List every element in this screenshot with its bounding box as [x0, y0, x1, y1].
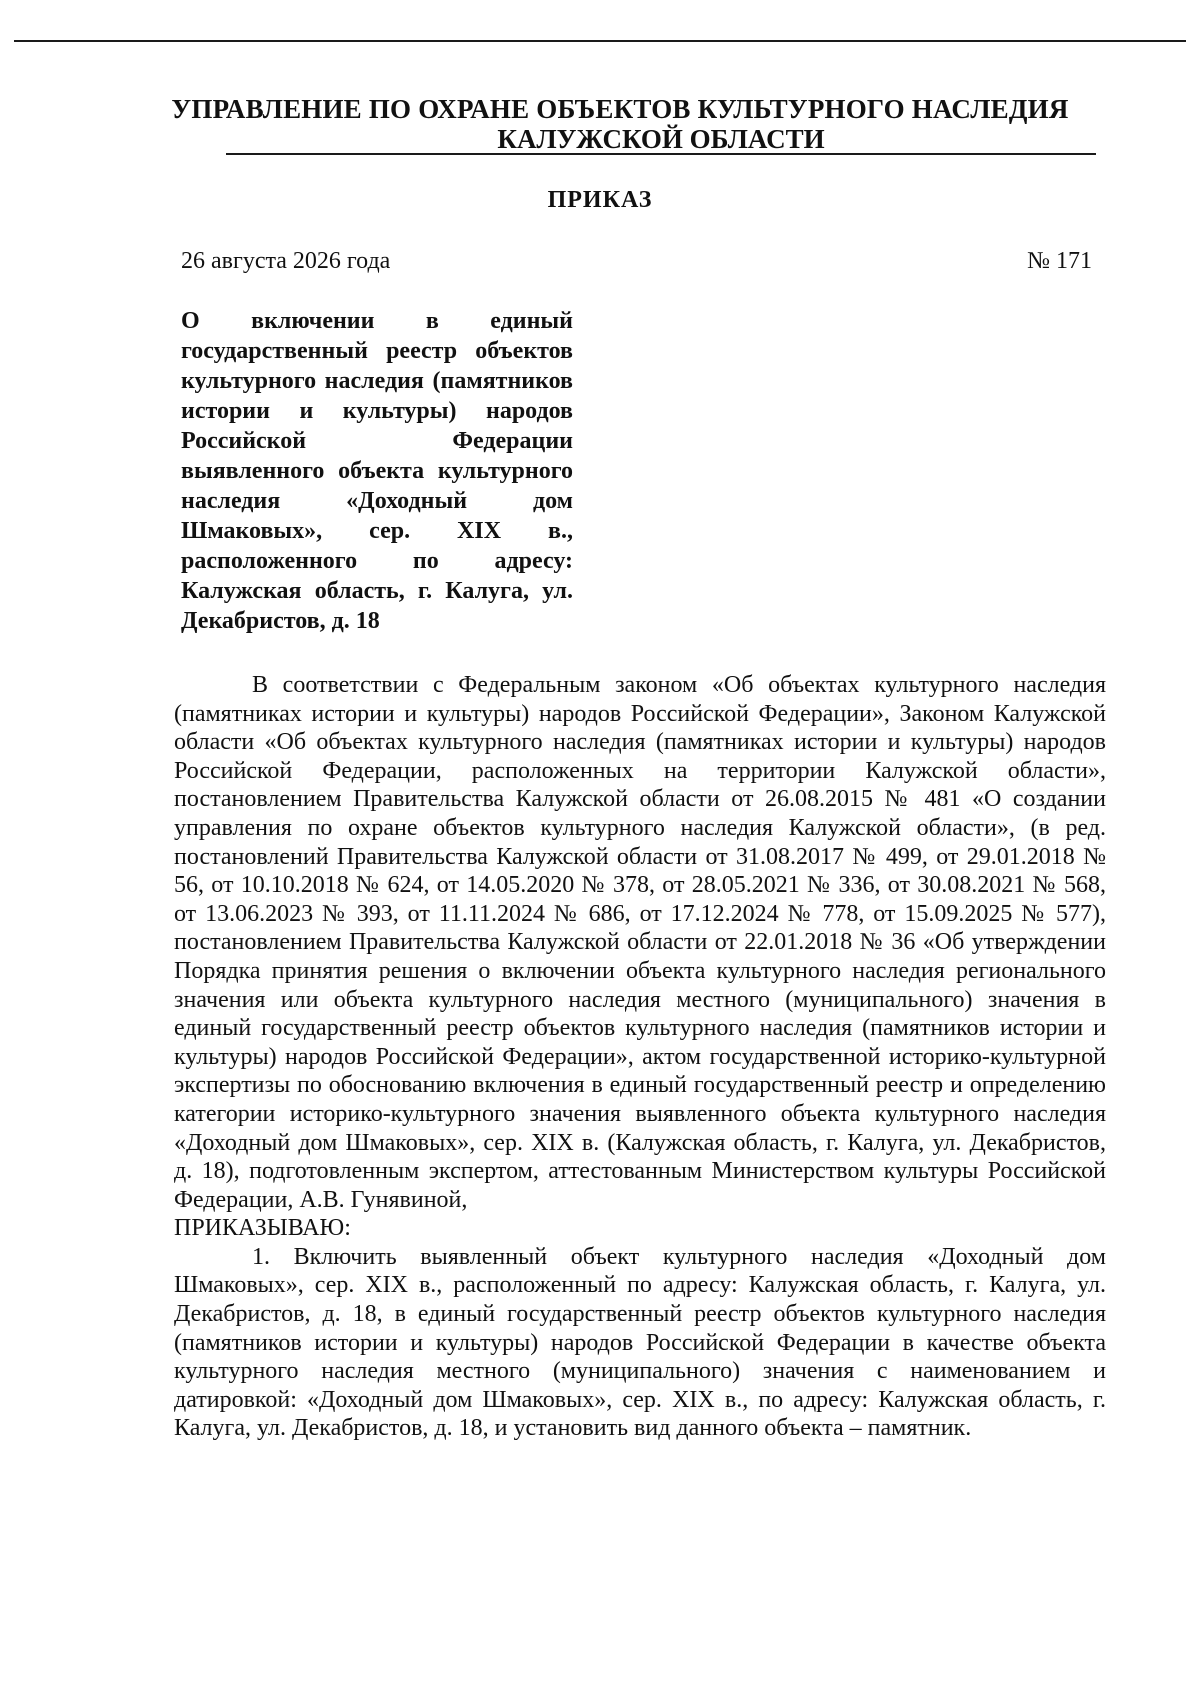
- order-word: ПРИКАЗЫВАЮ:: [174, 1215, 351, 1242]
- preamble-paragraph: [174, 671, 1106, 1243]
- preamble-text: В соответствии с Федеральным законом «Об объектах культурного наследия (памятниках истории и культуры) народов Российской Федерации», Законом Калужской области «Об объектах культурного наследия (памятниках истории и культуры) народов Российской Федерации, расположенных на территории Калужской области», постановлением Правительства Калужской области от 26.08.2015 № 481 «О создании управления по охране объектов культурного наследия Калужской области», (в ред. постановлений Правительства Калужской области от 31.08.2017 № 499, от 29.01.2018 № 56, от 10.10.2018 № 624, от 14.05.2020 № 378, от 28.05.2021 № 336, от 30.08.2021 № 568, от 13.06.2023 № 393, от 11.11.2024 № 686, от 17.12.2024 № 778, от 15.09.2025 № 577), постановлением Правительства Калужской области от 22.01.2018 № 36 «Об утверждении Порядка принятия решения о включении объекта культурного наследия регионального значения или объекта культурного наследия местного (муниципального) значения в единый государственный реестр объектов культурного наследия (памятников истории и культуры) народов Российской Федерации», актом государственной историко-культурной экспертизы по обоснованию включения в единый государственный реестр и определению категории историко-культурного значения выявленного объекта культурного наследия «Доходный дом Шмаковых», сер. XIX в. (Калужская область, г. Калуга, ул. Декабристов, д. 18), подготовленным экспертом, аттестованным Министерством культуры Российской Федерации, А.В. Гунявиной,: [174, 672, 1106, 1213]
- organization-name-line2: КАЛУЖСКОЙ ОБЛАСТИ: [497, 124, 825, 154]
- document-date: 26 августа 2026 года: [181, 248, 391, 274]
- document-body: [174, 671, 1106, 1443]
- organization-name-line1: УПРАВЛЕНИЕ ПО ОХРАНЕ ОБЪЕКТОВ КУЛЬТУРНОГО НАСЛЕДИЯ: [171, 94, 1069, 124]
- order-item-1: 1. Включить выявленный объект культурного наследия «Доходный дом Шмаковых», сер. XIX в., расположенный по адресу: Калужская область, г. Калуга, ул. Декабристов, д. 18, в единый государственный реестр объектов культурного наследия (памятников истории и культуры) народов Российской Федерации в качестве объекта культурного наследия местного (муниципального) значения с наименованием и датировкой: «Доходный дом Шмаковых», сер. XIX в., по адресу: Калужская область, г. Калуга, ул. Декабристов, д. 18, и установить вид данного объекта – памятник.: [174, 1243, 1106, 1442]
- top-border-line: [14, 40, 1186, 42]
- document-type-title: ПРИКАЗ: [547, 187, 653, 213]
- organization-underline: [226, 153, 1096, 155]
- document-subject: О включении в единый государственный реестр объектов культурного наследия (памятников истории и культуры) народов Российской Федерации выявленного объекта культурного наследия «Доходный дом Шмаковых», сер. XIX в., расположенного по адресу: Калужская область, г. Калуга, ул. Декабристов, д. 18: [181, 308, 573, 634]
- document-number: № 171: [1027, 248, 1092, 274]
